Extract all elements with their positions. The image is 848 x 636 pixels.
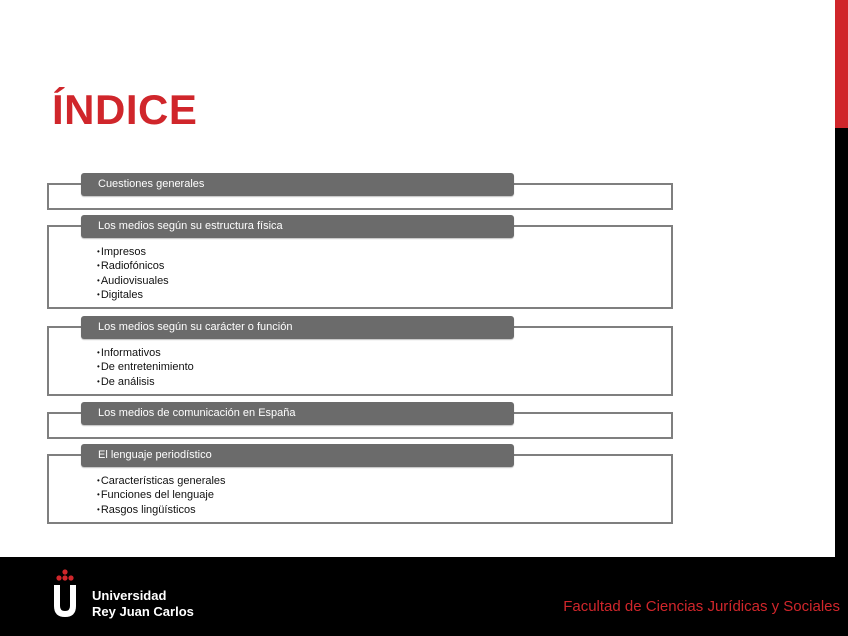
- index-section-1: [47, 173, 673, 210]
- section-list: [97, 346, 194, 389]
- accent-bar-red: [835, 0, 848, 128]
- urjc-logo-icon: [52, 568, 78, 618]
- section-heading: Los medios según su carácter o función: [81, 316, 514, 339]
- accent-bar-black: [835, 128, 848, 558]
- index-section-3: [47, 316, 673, 396]
- index-section-5: [47, 444, 673, 524]
- list-item: • Digitales: [97, 288, 169, 302]
- section-heading: Los medios según su estructura física: [81, 215, 514, 238]
- university-line-2: Rey Juan Carlos: [92, 604, 194, 619]
- page-title: ÍNDICE: [52, 86, 198, 133]
- list-item: • Funciones del lenguaje: [97, 488, 226, 502]
- index-section-2: [47, 215, 673, 309]
- section-list: [97, 245, 169, 302]
- list-item: • Radiofónicos: [97, 259, 169, 273]
- list-item: • Informativos: [97, 346, 194, 360]
- list-item: • Audiovisuales: [97, 274, 169, 288]
- section-heading: Cuestiones generales: [81, 173, 514, 196]
- section-heading: El lenguaje periodístico: [81, 444, 514, 467]
- university-name: [92, 588, 194, 620]
- list-item: • Impresos: [97, 245, 169, 259]
- list-item: • De entretenimiento: [97, 360, 194, 374]
- section-heading: Los medios de comunicación en España: [81, 402, 514, 425]
- list-item: • Características generales: [97, 474, 226, 488]
- index-section-4: [47, 402, 673, 439]
- list-item: • Rasgos lingüísticos: [97, 503, 226, 517]
- faculty-name: Facultad de Ciencias Jurídicas y Sociales: [563, 598, 840, 615]
- list-item: • De análisis: [97, 375, 194, 389]
- university-line-1: Universidad: [92, 588, 167, 603]
- section-list: [97, 474, 226, 517]
